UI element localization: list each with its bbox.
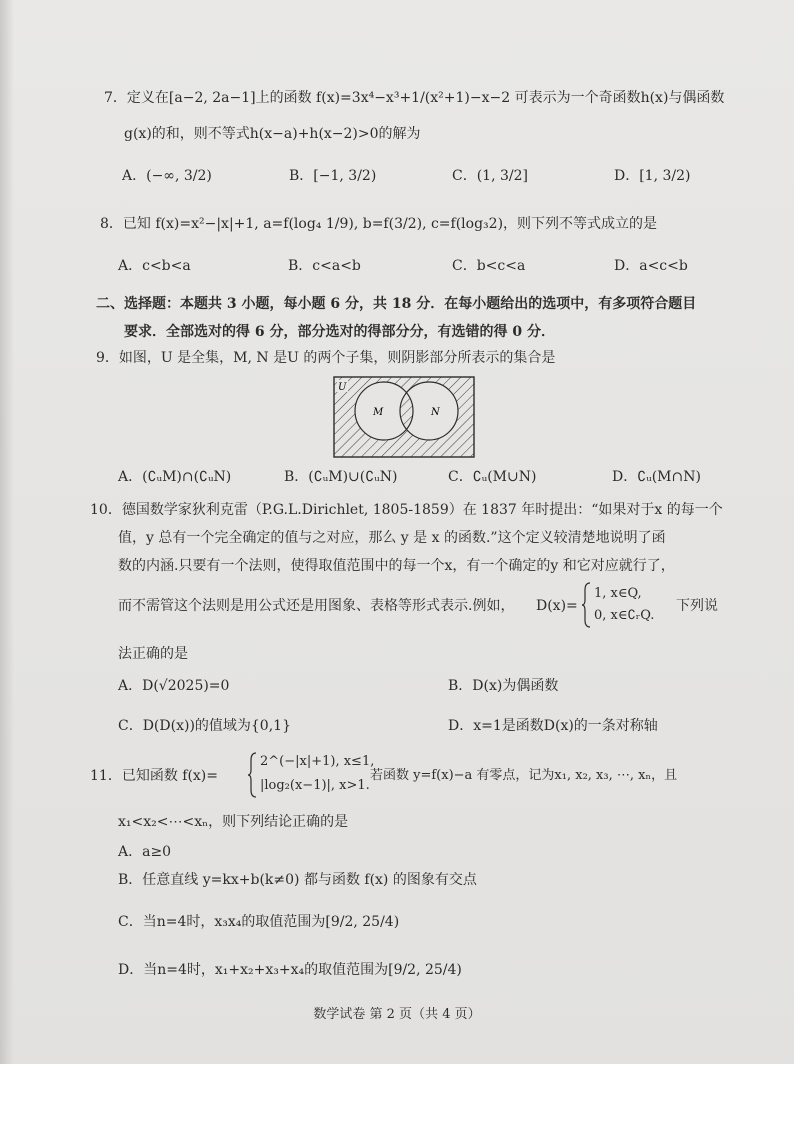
q9-option-c: C．∁ᵤ(M∪N) (448, 469, 537, 485)
q11-stem-line1: 若函数 y=f(x)−a 有零点，记为x₁, x₂, x₃, ⋯, xₙ，且 (370, 768, 678, 783)
q11-case-left: 2^(−|x|+1), x≤1, (260, 754, 375, 769)
q8-option-b: B．c<a<b (288, 258, 361, 274)
q7-option-d: D．[1, 3/2) (614, 168, 691, 184)
q10-case-irrational: 0, x∈∁ᵣQ. (594, 608, 655, 623)
q10-option-a: A．D(√2025)=0 (118, 678, 230, 694)
q9-option-a: A．(∁ᵤM)∩(∁ᵤN) (118, 469, 232, 485)
q9-option-d: D．∁ᵤ(M∩N) (612, 469, 701, 485)
venn-diagram (333, 376, 475, 458)
q10-stem-line5: 法正确的是 (118, 646, 188, 662)
q11-case-right: |log₂(x−1)|, x>1. (260, 778, 370, 793)
q10-stem-line1: 10．德国数学家狄利克雷（P.G.L.Dirichlet, 1805-1859）在 1837 年时提出：“如果对于x 的每一个 (90, 502, 723, 518)
q10-stem-line4-tail: 下列说 (676, 598, 718, 614)
q7-option-a: A．(−∞, 3/2) (122, 168, 212, 184)
section2-heading-line1: 二、选择题：本题共 3 小题，每小题 6 分，共 18 分．在每小题给出的选项中，有多项符合题目 (96, 296, 697, 312)
q11-stem-label: 11．已知函数 f(x)= (90, 768, 218, 784)
q10-case-brace (582, 582, 592, 628)
q7-option-c: C．(1, 3/2] (452, 168, 528, 184)
venn-label-m: M (373, 407, 384, 418)
page-footer: 数学试卷 第 2 页（共 4 页） (313, 1007, 481, 1022)
q7-stem-line1: 7．定义在[a−2, 2a−1]上的函数 f(x)=3x⁴−x³+1/(x²+1)−x−2 可表示为一个奇函数h(x)与偶函数 (104, 90, 725, 106)
q7-option-b: B．[−1, 3/2) (289, 168, 377, 184)
q9-stem: 9．如图，U 是全集，M, N 是U 的两个子集，则阴影部分所表示的集合是 (96, 350, 556, 366)
q8-stem: 8．已知 f(x)=x²−|x|+1, a=f(log₄ 1/9), b=f(3/2), c=f(log₃2)，则下列不等式成立的是 (100, 216, 658, 232)
q11-option-b: B．任意直线 y=kx+b(k≠0) 都与函数 f(x) 的图象有交点 (118, 872, 477, 888)
q8-option-d: D．a<c<b (614, 258, 688, 274)
venn-label-n: N (431, 407, 440, 418)
q10-stem-line4: 而不需管这个法则是用公式还是用图象、表格等形式表示.例如， (118, 598, 515, 614)
venn-label-u: U (338, 382, 347, 393)
q11-option-d: D．当n=4时，x₁+x₂+x₃+x₄的取值范围为[9/2, 25/4) (118, 962, 462, 978)
q10-function-label: D(x)= (536, 598, 578, 614)
q10-stem-line3: 数的内涵.只要有一个法则，使得取值范围中的每一个x，有一个确定的y 和它对应就行了， (118, 558, 675, 574)
q10-option-c: C．D(D(x))的值域为{0,1} (118, 718, 291, 734)
q11-case-brace (248, 752, 258, 798)
q10-stem-line2: 值，y 总有一个完全确定的值与之对应，那么 y 是 x 的函数.”这个定义较清楚地说明了函 (118, 530, 666, 546)
q9-option-b: B．(∁ᵤM)∪(∁ᵤN) (284, 469, 398, 485)
q11-option-a: A．a≥0 (118, 844, 172, 860)
q7-stem-line2: g(x)的和，则不等式h(x−a)+h(x−2)>0的解为 (124, 126, 421, 142)
q11-option-c: C．当n=4时，x₃x₄的取值范围为[9/2, 25/4) (118, 914, 400, 930)
q8-option-a: A．c<b<a (118, 258, 191, 274)
q10-option-d: D．x=1是函数D(x)的一条对称轴 (448, 718, 658, 734)
q11-stem-line2: x₁<x₂<⋯<xₙ，则下列结论正确的是 (118, 814, 349, 830)
q8-option-c: C．b<c<a (452, 258, 526, 274)
q10-option-b: B．D(x)为偶函数 (448, 678, 559, 694)
q10-case-rational: 1, x∈Q, (594, 586, 642, 601)
section2-heading-line2: 要求．全部选对的得 6 分，部分选对的得部分分，有选错的得 0 分． (124, 324, 555, 340)
